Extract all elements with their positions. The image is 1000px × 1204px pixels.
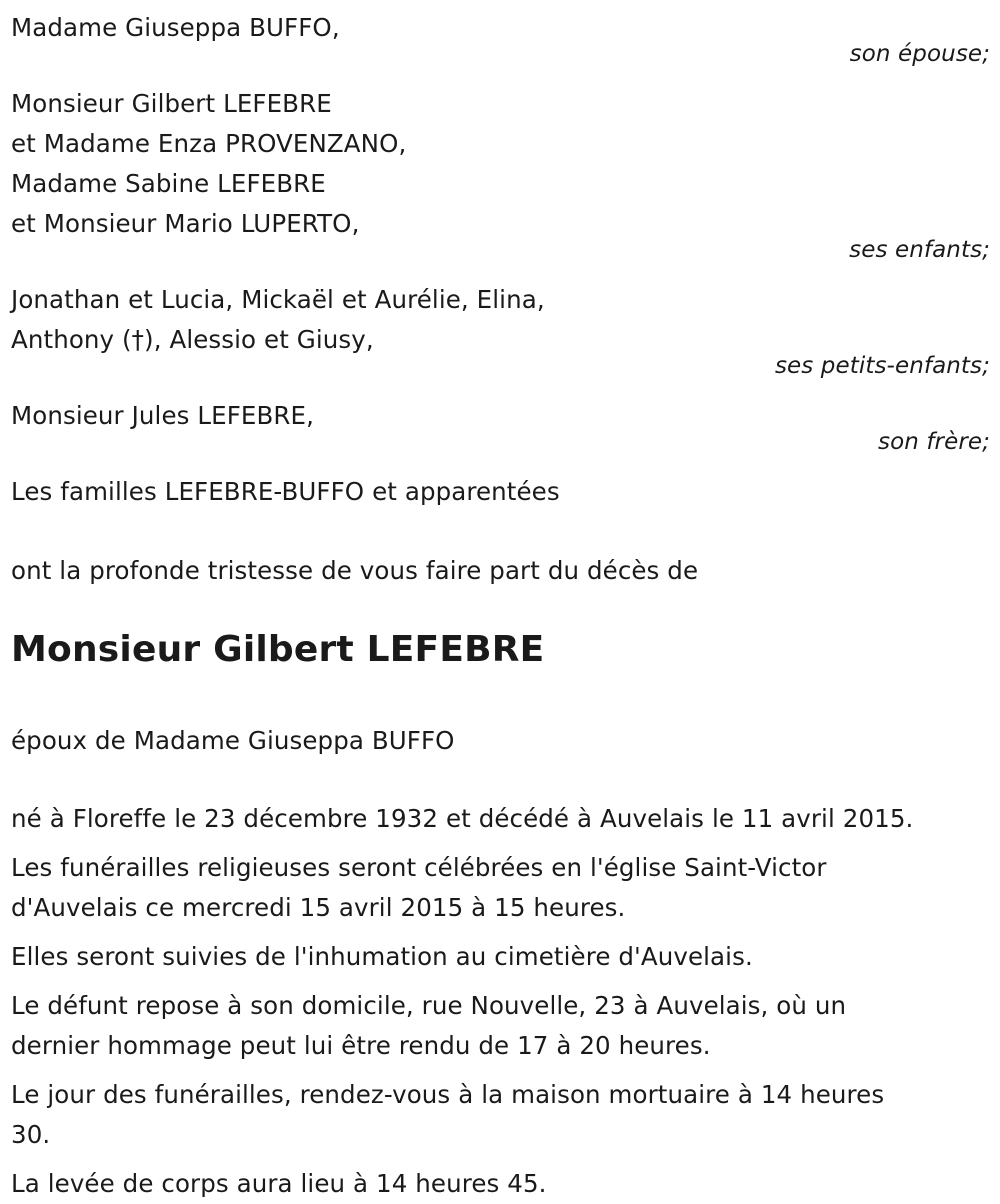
- children-relation: ses enfants;: [849, 237, 990, 263]
- brother-group: [11, 396, 990, 454]
- burial-paragraph: [11, 937, 990, 977]
- rests-paragraph: [11, 986, 990, 1066]
- brother-name: Monsieur Jules LEFEBRE,: [11, 401, 314, 430]
- spouse-relation: son épouse;: [849, 41, 990, 67]
- child-line: et Monsieur Mario LUPERTO,: [11, 209, 360, 238]
- spouse-of-group: [11, 721, 990, 761]
- meeting-line: 30.: [11, 1120, 51, 1149]
- departure-line: La levée de corps aura lieu à 14 heures 45.: [11, 1169, 547, 1198]
- children-group: [11, 84, 990, 262]
- child-line: et Madame Enza PROVENZANO,: [11, 129, 407, 158]
- grandchildren-line: Anthony (†), Alessio et Giusy,: [11, 325, 374, 354]
- child-line: Monsieur Gilbert LEFEBRE: [11, 89, 332, 118]
- spouse-of-text: époux de Madame Giuseppa BUFFO: [11, 726, 455, 755]
- intro-group: [11, 551, 990, 591]
- grandchildren-group: [11, 280, 990, 378]
- grandchildren-line: Jonathan et Lucia, Mickaël et Aurélie, Elina,: [11, 285, 545, 314]
- funeral-line: d'Auvelais ce mercredi 15 avril 2015 à 15 heures.: [11, 893, 626, 922]
- spouse-name: Madame Giuseppa BUFFO,: [11, 13, 340, 42]
- rests-line: dernier hommage peut lui être rendu de 17 à 20 heures.: [11, 1031, 711, 1060]
- funeral-line: Les funérailles religieuses seront célébrées en l'église Saint-Victor: [11, 853, 827, 882]
- meeting-paragraph: [11, 1075, 990, 1155]
- birth-death-paragraph: [11, 799, 990, 839]
- meeting-line: Le jour des funérailles, rendez-vous à la maison mortuaire à 14 heures: [11, 1080, 885, 1109]
- birth-death-line: né à Floreffe le 23 décembre 1932 et décédé à Auvelais le 11 avril 2015.: [11, 804, 914, 833]
- burial-line: Elles seront suivies de l'inhumation au cimetière d'Auvelais.: [11, 942, 753, 971]
- funeral-paragraph: [11, 848, 990, 928]
- families-group: [11, 472, 990, 512]
- child-line: Madame Sabine LEFEBRE: [11, 169, 326, 198]
- grandchildren-relation: ses petits-enfants;: [774, 353, 990, 379]
- departure-paragraph: [11, 1164, 990, 1204]
- deceased-name: Monsieur Gilbert LEFEBRE: [11, 629, 545, 670]
- brother-relation: son frère;: [877, 429, 990, 455]
- rests-line: Le défunt repose à son domicile, rue Nouvelle, 23 à Auvelais, où un: [11, 991, 847, 1020]
- spouse-group: [11, 8, 990, 66]
- families-line: Les familles LEFEBRE-BUFFO et apparentées: [11, 477, 560, 506]
- intro-text: ont la profonde tristesse de vous faire part du décès de: [11, 556, 699, 585]
